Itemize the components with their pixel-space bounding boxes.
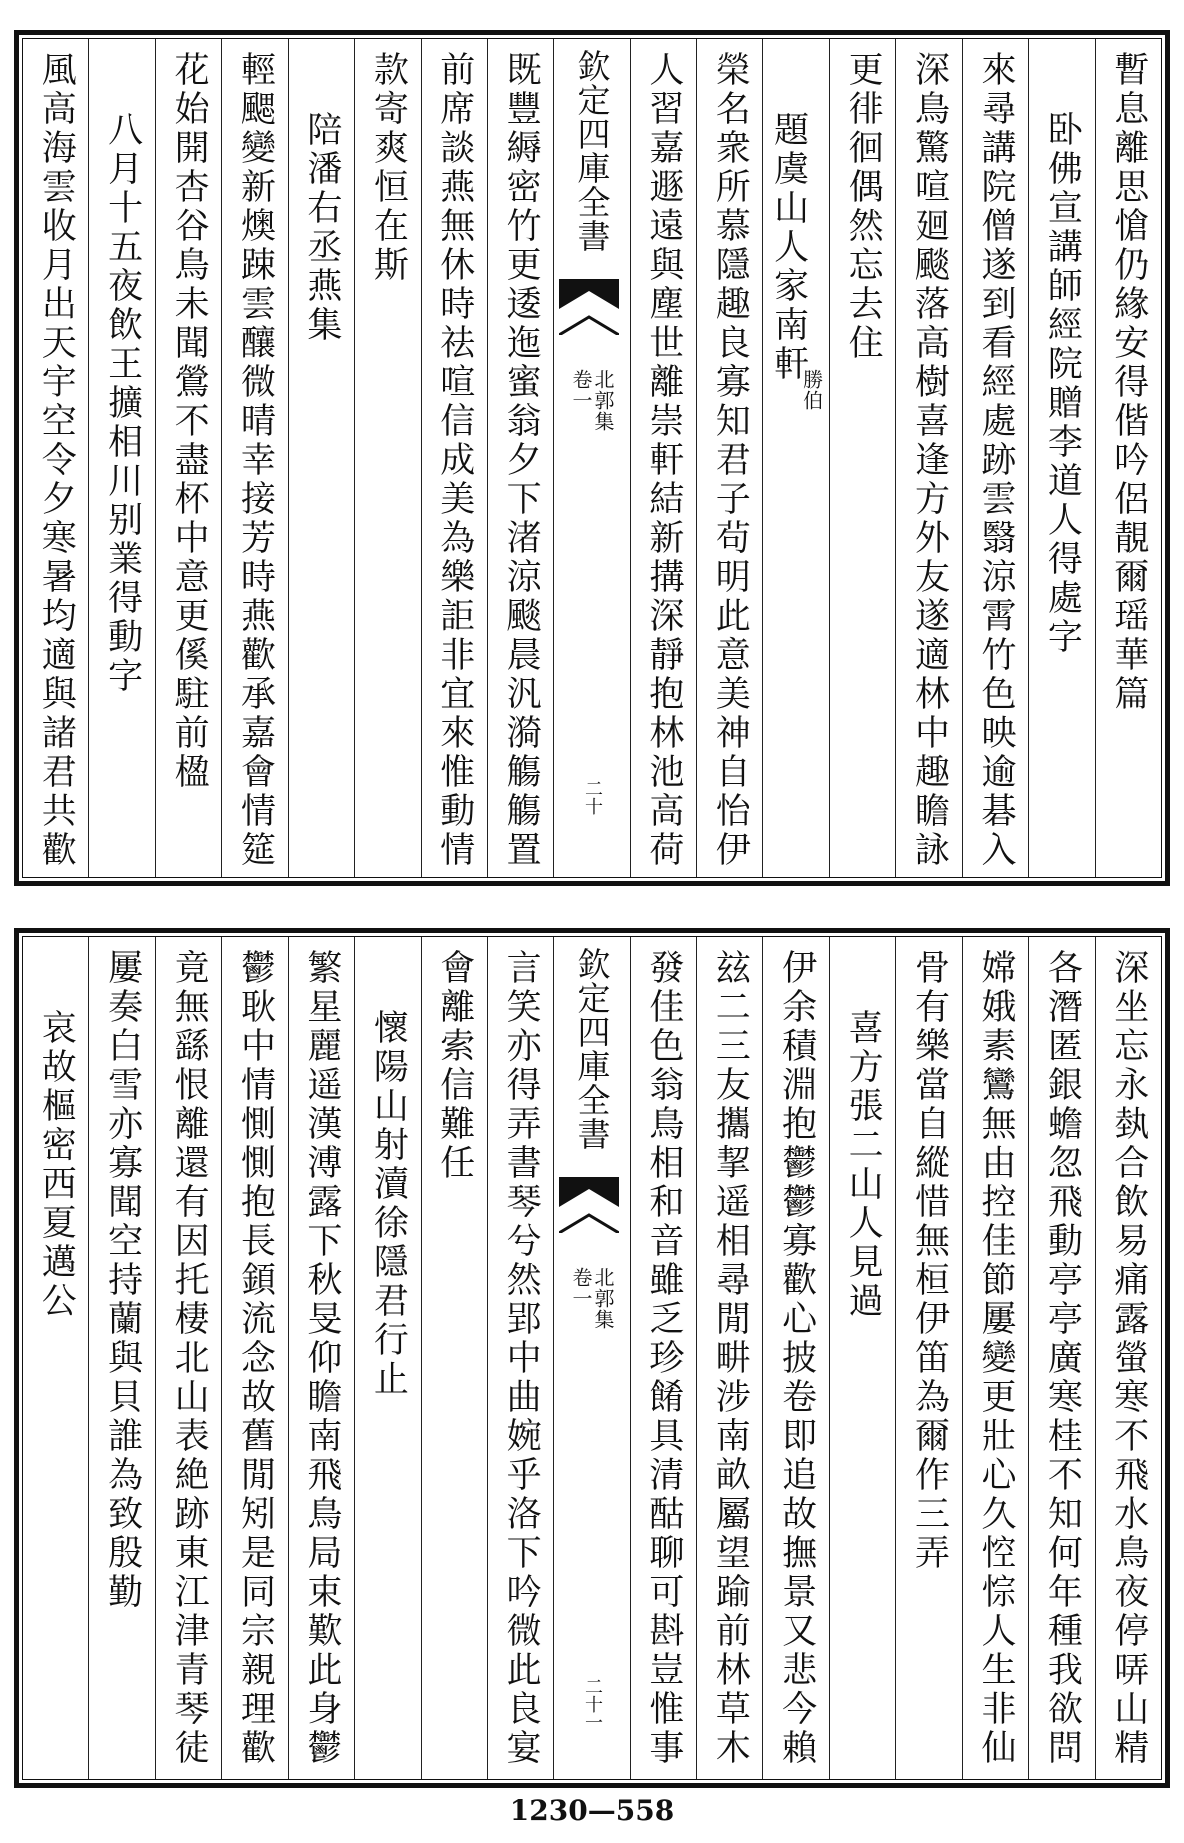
text-line: 伊余積淵抱鬱鬱寡歡心披卷即追故撫景又悲今賴 [776, 949, 817, 1768]
text-column [829, 937, 895, 1779]
bottom-page [14, 928, 1170, 1788]
text-line: 骨有樂當自縱惜無桓伊笛為爾作三弄 [909, 949, 950, 1573]
text-column [696, 937, 762, 1779]
center-fold-column [553, 39, 629, 877]
text-column [221, 937, 287, 1779]
poem-title: 哀故樞密西夏邁公 [36, 1009, 77, 1321]
author-note: 勝伯 [799, 369, 824, 411]
text-line: 輕颸變新燠踈雲釀微晴幸接芳時燕歡承嘉會情筵 [235, 51, 276, 870]
poem-title: 題虞山人家南軒 [768, 111, 809, 384]
text-column [962, 937, 1028, 1779]
text-column [354, 937, 420, 1779]
text-line: 發佳色翁鳥相和音雖乏珍餚具清酤聊可斟豈惟事 [643, 949, 684, 1768]
text-column [630, 39, 696, 877]
collection-name: 北郭集 [591, 369, 615, 432]
text-column [829, 39, 895, 877]
text-column [155, 937, 221, 1779]
text-line: 玆二三友攜挈遥相尋閒畊涉南畝屬望踰前林草木 [710, 949, 751, 1768]
text-line: 會離索信難任 [434, 949, 475, 1183]
text-line: 榮名衆所慕隱趣良寡知君子茍明此意美神自怡伊 [710, 51, 751, 870]
poem-title: 陪潘右丞燕集 [301, 111, 342, 345]
text-column [895, 937, 961, 1779]
text-column [155, 39, 221, 877]
text-column [487, 39, 553, 877]
text-column [288, 39, 354, 877]
text-line: 人習嘉遯遠與塵世離崇軒結新搆深靜抱林池高荷 [643, 51, 684, 870]
poem-title: 喜方張二山人見過 [843, 1009, 884, 1321]
text-line: 各潛匿銀蟾忽飛動亭亭廣寒桂不知何年種我欲問 [1042, 949, 1083, 1768]
text-line: 屢奏白雪亦寡聞空持蘭與貝誰為致殷勤 [102, 949, 143, 1612]
text-column [88, 39, 154, 877]
text-column [288, 937, 354, 1779]
top-page [14, 30, 1170, 886]
text-column [88, 937, 154, 1779]
text-line: 深鳥驚喧廻颷落高樹喜逢方外友遂適林中趣瞻詠 [909, 51, 950, 870]
text-column [1028, 39, 1094, 877]
text-column [23, 39, 88, 877]
text-line: 款寄爽恒在斯 [368, 51, 409, 285]
text-column [630, 937, 696, 1779]
text-column [421, 39, 487, 877]
poem-title: 八月十五夜飲王擴相川别業得動字 [102, 111, 143, 696]
text-column [1028, 937, 1094, 1779]
fishtail-mark-icon [559, 1177, 619, 1233]
text-column [696, 39, 762, 877]
text-line: 言笑亦得弄書琴兮然郢中曲婉乎洛下吟微此良宴 [501, 949, 542, 1768]
text-line: 暫息離思愴仍緣安得偕吟侶靚爾瑶華篇 [1108, 51, 1149, 714]
folio-number: 二十一 [582, 1677, 603, 1731]
text-line: 來尋講院僧遂到看經處跡雲翳涼霄竹色映逾碁入 [975, 51, 1016, 870]
text-column [962, 39, 1028, 877]
bottom-page-columns [22, 936, 1162, 1780]
edition-title: 欽定四庫全書 [572, 947, 612, 1151]
center-fold-column [553, 937, 629, 1779]
text-line: 竟無繇恨離還有因托棲北山表絶跡東江津青琴徒 [169, 949, 210, 1768]
top-page-columns [22, 38, 1162, 878]
text-line: 深坐忘永埶合飲易痛露螢寒不飛水鳥夜停哢山精 [1108, 949, 1149, 1768]
poem-title: 卧佛宣講師經院贈李道人得處字 [1042, 111, 1083, 657]
page-number: 1230—558 [509, 1794, 675, 1827]
text-line: 既豐縟密竹更逶迤蜜翁夕下渚涼颷晨汎漪觴觴置 [501, 51, 542, 870]
text-column [762, 39, 828, 877]
fishtail-mark-icon [559, 279, 619, 335]
text-line: 花始開杏谷鳥未聞鶯不盡杯中意更傒駐前楹 [169, 51, 210, 792]
text-column [221, 39, 287, 877]
text-line: 嫦娥素鸞無由控佳節屢變更壯心久悾悰人生非仙 [975, 949, 1016, 1768]
text-line: 更徘徊偶然忘去住 [843, 51, 884, 363]
text-line: 繁星麗遥漢溥露下秋旻仰瞻南飛鳥局束歎此身鬱 [301, 949, 342, 1768]
text-line: 前席談燕無休時祛喧信成美為樂詎非宜來惟動情 [434, 51, 475, 870]
text-column [487, 937, 553, 1779]
text-column [762, 937, 828, 1779]
folio-number: 二十 [582, 779, 603, 815]
poem-title: 懷陽山射瀆徐隱君行止 [368, 1009, 409, 1399]
volume-label: 卷一 [569, 369, 593, 411]
text-column [23, 937, 88, 1779]
text-column [895, 39, 961, 877]
text-line: 風高海雲收月出天宇空令夕寒暑均適與諸君共歡 [36, 51, 77, 870]
edition-title: 欽定四庫全書 [572, 49, 612, 253]
collection-name: 北郭集 [591, 1267, 615, 1330]
text-column [1095, 39, 1161, 877]
text-column [354, 39, 420, 877]
text-column [1095, 937, 1161, 1779]
volume-label: 卷一 [569, 1267, 593, 1309]
text-column [421, 937, 487, 1779]
text-line: 鬱耿中情惻惻抱長顉流念故舊閒矧是同宗親理歡 [235, 949, 276, 1768]
